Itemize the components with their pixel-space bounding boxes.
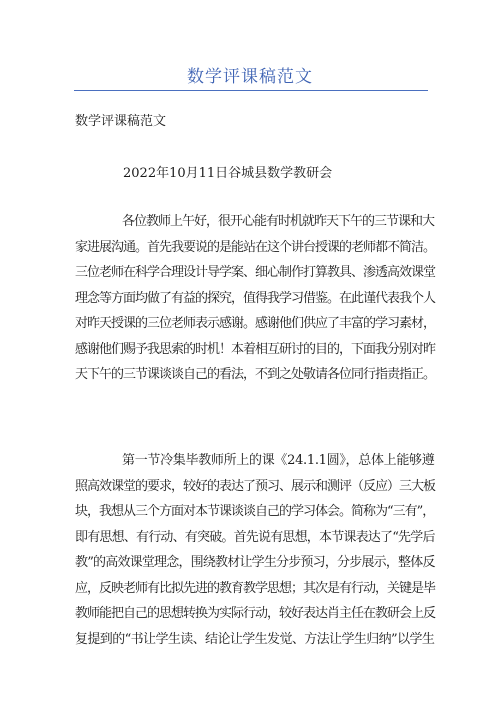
paragraph-line: 复提到的“书让学生读、结论让学生发觉、方法让学生归纳”以学生 <box>75 631 435 647</box>
paragraph-line: 第一节冷集毕教师所上的课《24.1.1圆》，总体上能够遵 <box>122 453 435 468</box>
document-label: 数学评课稿范文 <box>75 114 167 129</box>
paragraph-1 <box>75 209 435 388</box>
paragraph-2 <box>75 448 435 652</box>
paragraph-line: 块，我想从三个方面对本节课谈谈自己的学习体会。简称为“三有”， <box>75 504 435 519</box>
paragraph-line: 教”的高效课堂理念，围绕教材让学生分步预习，分步展示，整体反 <box>75 555 435 570</box>
title-divider <box>74 90 428 91</box>
paragraph-line: 天下午的三节课谈谈自己的看法，不到之处敬请各位同行指责指正。 <box>75 367 436 382</box>
paragraph-line: 各位教师上午好，很开心能有时机就昨天下午的三节课和大 <box>122 214 435 229</box>
paragraph-line: 感谢他们赐予我思索的时机！本着相互研讨的目的，下面我分别对昨 <box>75 341 436 357</box>
date-line: 2022年10月11日谷城县数学教研会 <box>123 166 333 181</box>
paragraph-line: 三位老师在科学合理设计导学案、细心制作打算教具、渗透高效课堂 <box>75 265 436 280</box>
paragraph-line: 教师能把自己的思想转换为实际行动，较好表达肖主任在教研会上反 <box>75 606 436 621</box>
paragraph-line: 家进展沟通。首先我要说的是能站在这个讲台授课的老师都不简洁。 <box>75 239 436 255</box>
document-title: 数学评课稿范文 <box>187 67 313 87</box>
paragraph-line: 理念等方面均做了有益的探究，值得我学习借鉴。在此谨代表我个人 <box>75 290 436 306</box>
paragraph-line: 对昨天授课的三位老师表示感谢。感谢他们供应了丰富的学习素材， <box>75 316 436 331</box>
paragraph-line: 照高效课堂的要求，较好的表达了预习、展示和测评（反应）三大板 <box>75 478 436 494</box>
paragraph-line: 即有思想、有行动、有突破。首先说有思想，本节课表达了“先学后 <box>75 529 435 545</box>
paragraph-line: 应，反映老师有比拟先进的教育教学思想；其次是有行动，关键是毕 <box>75 580 436 596</box>
